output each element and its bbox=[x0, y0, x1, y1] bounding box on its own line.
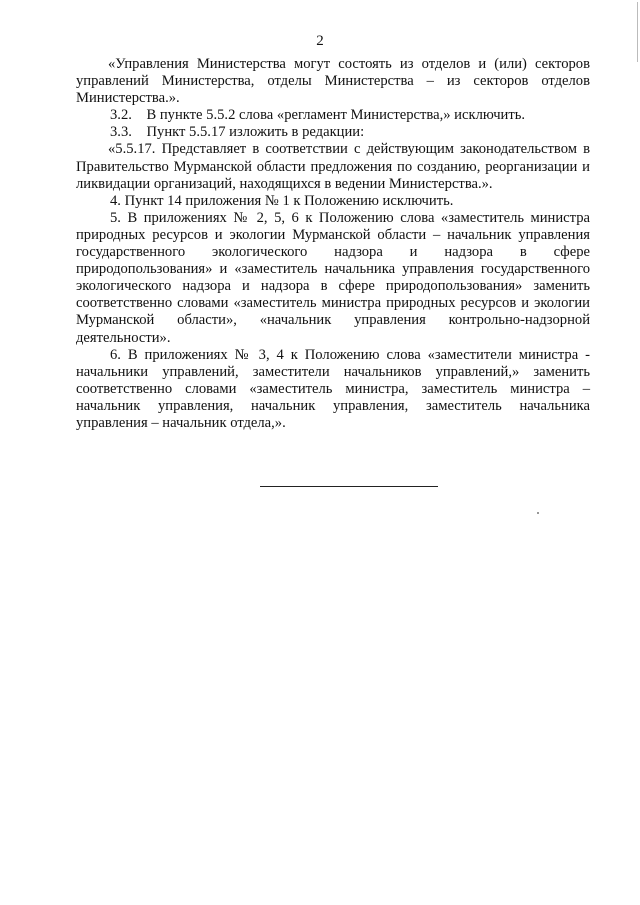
paragraph-item-6: 6. В приложениях № 3, 4 к Положению слова «заместители министра - начальники управлений, заместители начальников управлений,» заменить соответственно словами «заместитель министра, заместитель министра – начальник управления, начальник управления, заместитель начальника управления – начальник отдела,». bbox=[76, 346, 590, 431]
paragraph-structure-continuation: «Управления Министерства могут состоять из отделов и (или) секторов управлений Министерства, отделы Министерства – из секторов отделов Министерства.». bbox=[76, 56, 590, 107]
end-separator-line bbox=[260, 486, 438, 487]
paragraph-item-3-2: 3.2. В пункте 5.5.2 слова «регламент Министерства,» исключить. bbox=[110, 107, 526, 124]
document-body bbox=[76, 56, 590, 432]
paragraph-item-5: 5. В приложениях № 2, 5, 6 к Положению слова «заместитель министра природных ресурсов и экологии Мурманской области – начальник управления государственного экологического надзора и надзора в сфере природопользования» и «заместитель начальника управления государственного экологического надзора и надзора в сфере природопользования» заменить соответственно словами «заместитель министра природных ресурсов и экологии Мурманской области», «начальник управления контрольно-надзорной деятельности». bbox=[76, 209, 590, 346]
paragraph-item-3-3: 3.3. Пункт 5.5.17 изложить в редакции: bbox=[110, 124, 365, 141]
page-number: 2 bbox=[316, 33, 324, 49]
paragraph-item-4: 4. Пункт 14 приложения № 1 к Положению исключить. bbox=[110, 192, 454, 209]
paragraph-item-5-5-17: «5.5.17. Представляет в соответствии с действующим законодательством в Правительство Мурманской области предложения по созданию, реорганизации и ликвидации организаций, находящихся в ведении Министерства.». bbox=[76, 141, 590, 192]
scan-speck bbox=[537, 512, 539, 514]
